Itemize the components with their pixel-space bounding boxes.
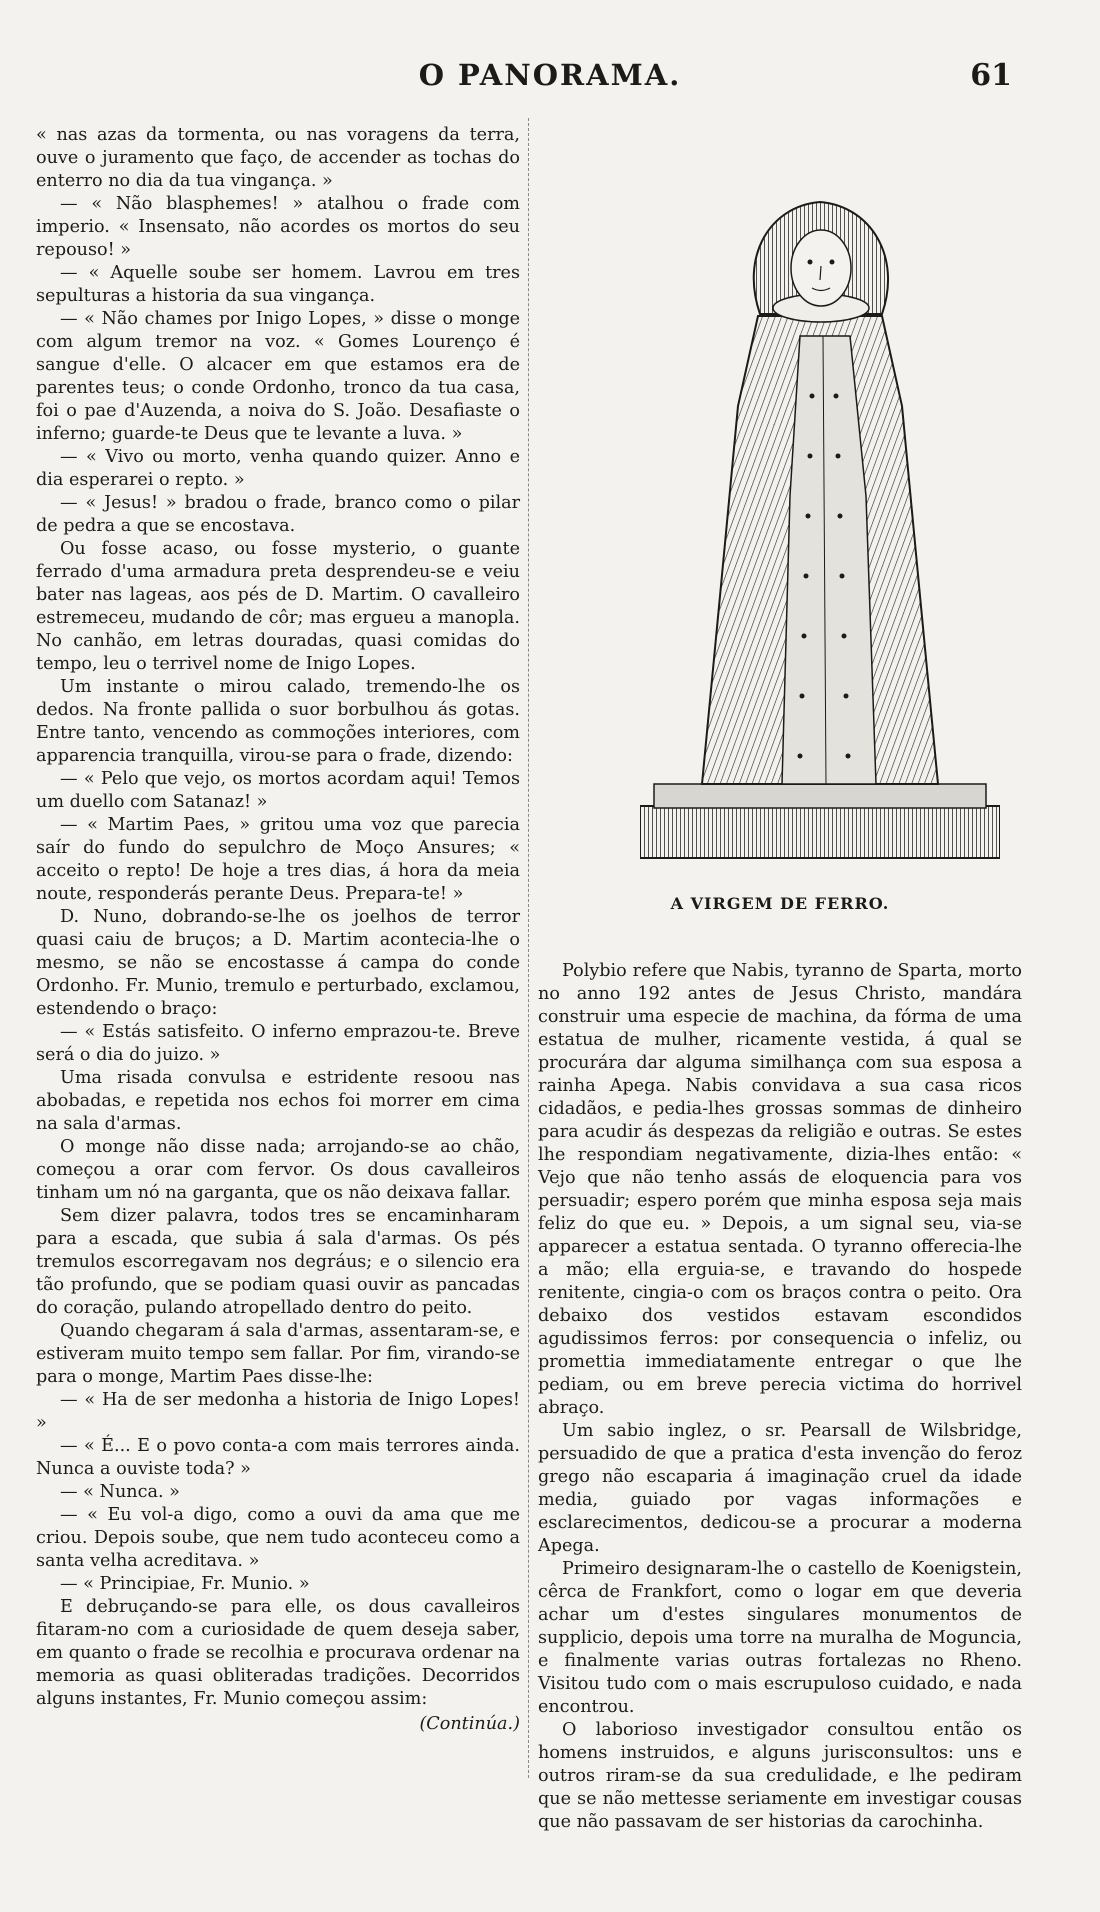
- paragraph: — « Pelo que vejo, os mortos acordam aqui! Temos um duello com Satanaz! »: [36, 769, 520, 812]
- paragraph: « nas azas da tormenta, ou nas voragens da terra, ouve o juramento que faço, de accender as tochas do enterro no dia da tua vingança. »: [36, 125, 520, 191]
- paragraph: — « Não chames por Inigo Lopes, » disse o monge com algum tremor na voz. « Gomes Lourenço é sangue d'elle. O alcacer em que estamos era de parentes teus; o conde Ordonho, tronco da tua casa, foi o pae d'Auzenda, a noiva do S. João. Desafiaste o inferno; guarde-te Deus que te levante a luva. »: [36, 309, 520, 444]
- paragraph: — « Jesus! » bradou o frade, branco como o pilar de pedra a que se encostava.: [36, 493, 520, 536]
- figure-caption: A VIRGEM DE FERRO.: [670, 894, 890, 913]
- paragraph: — « Principiae, Fr. Munio. »: [60, 1574, 310, 1594]
- paragraph: Um sabio inglez, o sr. Pearsall de Wilsbridge, persuadido de que a pratica d'esta invenção do feroz grego não escaparia á imaginação cruel da idade media, guiado por vagas informações e esclarecimentos, dedicou-se a procurar a moderna Apega.: [538, 1421, 1022, 1556]
- column-divider: [528, 118, 529, 1778]
- paragraph: Primeiro designaram-lhe o castello de Koenigstein, cêrca de Frankfort, como o logar em que deveria achar um d'estes singulares monumentos de supplicio, depois uma torre na muralha de Moguncia, e finalmente varias outras fortalezas no Rheno. Visitou tudo com o mais escrupuloso cuidado, e nada encontrou.: [538, 1559, 1022, 1717]
- paragraph: Uma risada convulsa e estridente resoou nas abobadas, e repetida nos echos foi morrer em cima na sala d'armas.: [36, 1068, 520, 1134]
- paragraph: O laborioso investigador consultou então os homens instruidos, e alguns jurisconsultos: uns e outros riram-se da sua credulidade, e lhe pediram que se não mettesse seriamente em investigar cousas que não passavam de ser historias da carochinha.: [538, 1720, 1022, 1832]
- paragraph: D. Nuno, dobrando-se-lhe os joelhos de terror quasi caiu de bruços; a D. Martim acontecia-lhe o mesmo, se não se encostasse á campa do conde Ordonho. Fr. Munio, tremulo e perturbado, exclamou, estendendo o braço:: [36, 907, 520, 1019]
- paragraph: O monge não disse nada; arrojando-se ao chão, começou a orar com fervor. Os dous cavalleiros tinham um nó na garganta, que os não deixava fallar.: [36, 1137, 520, 1203]
- paragraph: — « Aquelle soube ser homem. Lavrou em tres sepulturas a historia da sua vingança.: [36, 263, 520, 306]
- paragraph: — « Vivo ou morto, venha quando quizer. Anno e dia esperarei o repto. »: [36, 447, 520, 490]
- paragraph: Polybio refere que Nabis, tyranno de Sparta, morto no anno 192 antes de Jesus Christo, mandára construir uma especie de machina, da fórma de uma estatua de mulher, ricamente vestida, á qual se procurára dar alguma similhança com sua esposa a rainha Apega. Nabis convidava a sua casa ricos cidadãos, e pedia-lhes grossas sommas de dinheiro para acudir ás despezas da religião e outras. Se estes lhe respondiam negativamente, dizia-lhes então: « Vejo que não tenho assás de eloquencia para vos persuadir; espero porém que minha esposa seja mais feliz do que eu. » Depois, a um signal seu, via-se apparecer a estatua sentada. O tyranno offerecia-lhe a mão; ella erguia-se, e travando do hospede renitente, cingia-o com os braços contra o peito. Ora debaixo dos vestidos estavam escondidos agudissimos ferros: por consequencia o infeliz, ou promettia immediatamente entregar o que lhe pediam, ou em breve perecia victima do horrivel abraço.: [538, 961, 1022, 1418]
- paragraph: E debruçando-se para elle, os dous cavalleiros fitaram-no com a curiosidade de quem deseja saber, em quanto o frade se recolhia e procurava ordenar na memoria as quasi obliteradas tradições. Decorridos alguns instantes, Fr. Munio começou assim:: [36, 1597, 520, 1709]
- paragraph: Ou fosse acaso, ou fosse mysterio, o guante ferrado d'uma armadura preta desprendeu-se e veiu bater nas lageas, aos pés de D. Martim. O cavalleiro estremeceu, mudando de côr; mas ergueu a manopla. No canhão, em letras douradas, quasi comidas do tempo, leu o terrivel nome de Inigo Lopes.: [36, 539, 520, 674]
- page-header: [0, 58, 1100, 102]
- paragraph: — « É... E o povo conta-a com mais terrores ainda. Nunca a ouviste toda? »: [36, 1436, 520, 1479]
- paragraph: — « Estás satisfeito. O inferno emprazou-te. Breve será o dia do juizo. »: [36, 1022, 520, 1065]
- right-column: [538, 960, 1022, 1834]
- masthead-title: O PANORAMA.: [418, 58, 682, 92]
- paragraph: — « Não blasphemes! » atalhou o frade com imperio. « Insensato, não acordes os mortos do seu repouso! »: [36, 194, 520, 260]
- iron-maiden-engraving-icon: [640, 196, 1000, 866]
- paragraph: Quando chegaram á sala d'armas, assentaram-se, e estiveram muito tempo sem fallar. Por fim, virando-se para o monge, Martim Paes disse-lhe:: [36, 1321, 520, 1387]
- left-column: [36, 124, 520, 1736]
- continuation-note: (Continúa.): [419, 1714, 520, 1734]
- paragraph: — « Eu vol-a digo, como a ouvi da ama que me criou. Depois soube, que nem tudo aconteceu como a santa velha acreditava. »: [36, 1505, 520, 1571]
- paragraph: — « Martim Paes, » gritou uma voz que parecia saír do fundo do sepulchro de Moço Ansures; « acceito o repto! De hoje a tres dias, á hora da meia noute, responderás perante Deus. Prepara-te! »: [36, 815, 520, 904]
- paragraph: Sem dizer palavra, todos tres se encaminharam para a escada, que subia á sala d'armas. Os pés tremulos escorregavam nos degráus; e o silencio era tão profundo, que se podiam quasi ouvir as pancadas do coração, pulando atropellado dentro do peito.: [36, 1206, 520, 1318]
- paragraph: Um instante o mirou calado, tremendo-lhe os dedos. Na fronte pallida o suor borbulhou ás gotas. Entre tanto, vencendo as commoções interiores, com apparencia tranquilla, virou-se para o frade, dizendo:: [36, 677, 520, 766]
- page-number: 61: [970, 58, 1012, 93]
- iron-maiden-illustration: [640, 196, 1000, 866]
- paragraph: — « Ha de ser medonha a historia de Inigo Lopes! »: [36, 1390, 520, 1433]
- paragraph: — « Nunca. »: [60, 1482, 180, 1502]
